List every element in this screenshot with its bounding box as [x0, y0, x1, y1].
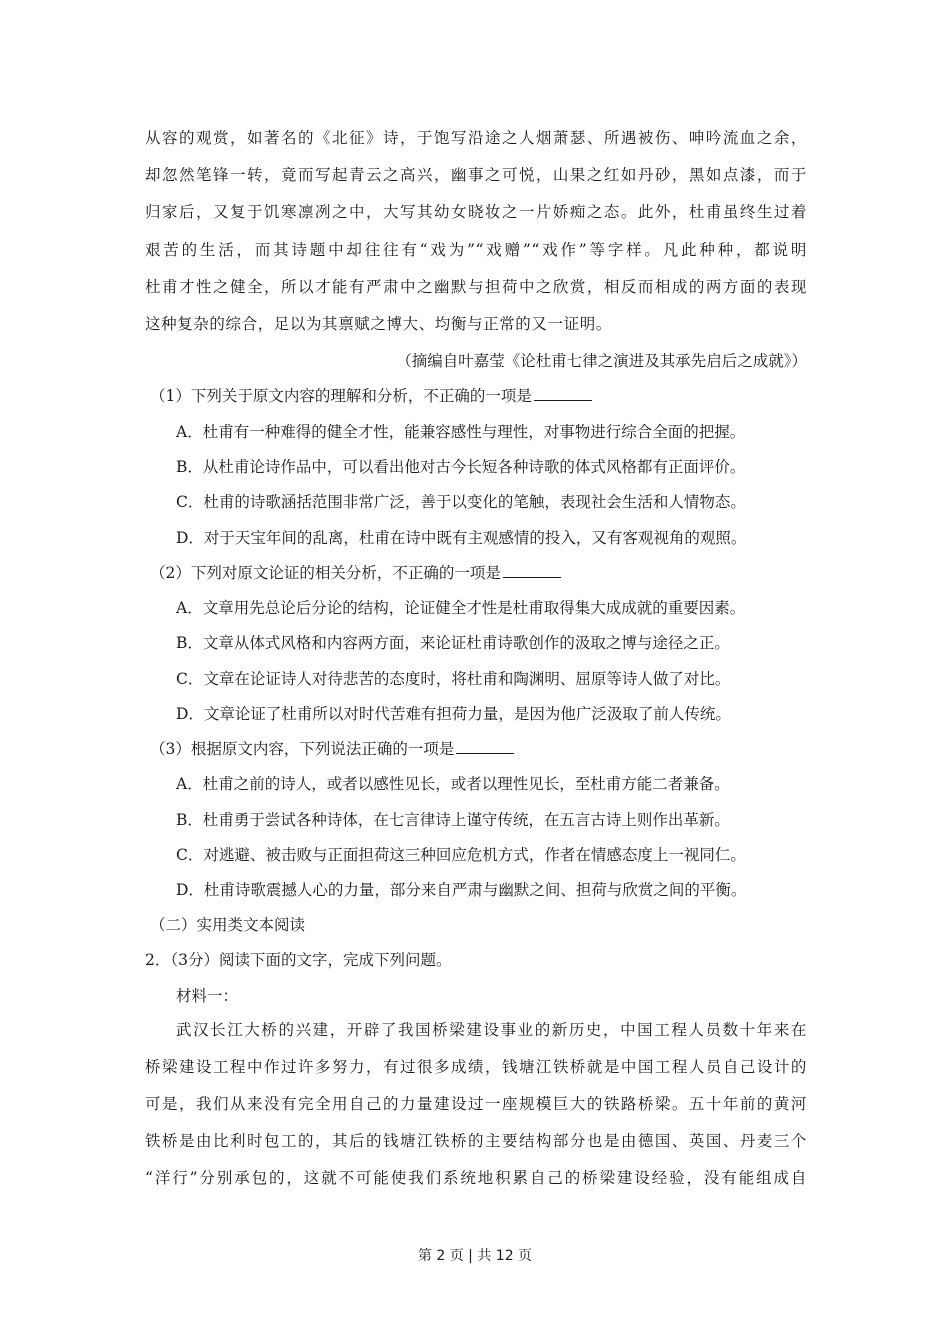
question-3-stem — [150, 737, 514, 759]
material-label: 材料一： — [176, 987, 239, 1005]
passage-line-3: 归家后，又复于饥寒凛冽之中，大写其幼女晓妆之一片娇痴之态。此外，杜甫虽终生过着 — [145, 203, 807, 221]
material-line-3: 可是，我们从来没有完全用自己的力量建设过一座规模巨大的铁路桥梁。五十年前的黄河 — [145, 1095, 807, 1113]
question-1-option-c: C．杜甫的诗歌涵括范围非常广泛，善于以变化的笔触，表现社会生活和人情物态。 — [176, 493, 746, 511]
question-1-option-d: D．对于天宝年间的乱离，杜甫在诗中既有主观感情的投入，又有客观视角的观照。 — [176, 529, 747, 547]
passage-line-2: 却忽然笔锋一转，竟而写起青云之高兴，幽事之可悦，山果之红如丹砂，黑如点漆，而于 — [145, 166, 807, 184]
passage-line-1: 从容的观赏，如著名的《北征》诗，于饱写沿途之人烟萧瑟、所遇被伤、呻吟流血之余， — [145, 129, 807, 147]
answer-blank — [503, 563, 561, 578]
question-3-option-a: A．杜甫之前的诗人，或者以感性见长，或者以理性见长，至杜甫方能二者兼备。 — [176, 775, 730, 793]
passage-line-4: 艰苦的生活，而其诗题中却往往有“戏为”“戏赠”“戏作”等字样。凡此种种，都说明 — [145, 241, 807, 259]
question-2-option-d: D．文章论证了杜甫所以对时代苦难有担荷力量，是因为他广泛汲取了前人传统。 — [176, 705, 731, 723]
section-heading: （二）实用类文本阅读 — [150, 916, 306, 934]
passage-line-5: 杜甫才性之健全，所以才能有严肃中之幽默与担荷中之欣赏，相反而相成的两方面的表现 — [145, 278, 807, 296]
material-line-4: 铁桥是由比利时包工的，其后的钱塘江铁桥的主要结构部分也是由德国、英国、丹麦三个 — [145, 1132, 807, 1150]
material-line-5: “洋行”分别承包的，这就不可能使我们系统地积累自己的桥梁建设经验，没有能组成自 — [145, 1169, 807, 1187]
question-2-text: （2）下列对原文论证的相关分析，不正确的一项是 — [150, 564, 501, 582]
question-3-option-b: B．杜甫勇于尝试各种诗体，在七言律诗上谨守传统，在五言古诗上则作出革新。 — [176, 811, 730, 829]
question-1-text: （1）下列关于原文内容的理解和分析，不正确的一项是 — [150, 387, 532, 405]
passage-source: （摘编自叶嘉莹《论杜甫七律之演进及其承先启后之成就》） — [396, 352, 807, 370]
question-1-stem — [150, 384, 592, 406]
page-footer: 第 2 页 | 共 12 页 — [417, 1248, 533, 1264]
answer-blank — [456, 739, 514, 754]
question-2-option-a: A．文章用先总论后分论的结构，论证健全才性是杜甫取得集大成成就的重要因素。 — [176, 599, 746, 617]
question-2-option-b: B．文章从体式风格和内容两方面，来论证杜甫诗歌创作的汲取之博与途径之正。 — [176, 634, 730, 652]
material-line-1: 武汉长江大桥的兴建，开辟了我国桥梁建设事业的新历史，中国工程人员数十年来在 — [176, 1021, 807, 1039]
passage-line-6: 这种复杂的综合，足以为其禀赋之博大、均衡与正常的又一证明。 — [145, 315, 612, 333]
question-3-option-d: D．杜甫诗歌震撼人心的力量，部分来自严肃与幽默之间、担荷与欣赏之间的平衡。 — [176, 881, 747, 899]
answer-blank — [534, 386, 592, 401]
question-3-text: （3）根据原文内容，下列说法正确的一项是 — [150, 740, 455, 758]
material-line-2: 桥梁建设工程中作过许多努力，有过很多成绩，钱塘江铁桥就是中国工程人员自己设计的 — [145, 1058, 807, 1076]
question-2-option-c: C．文章在论证诗人对待悲苦的态度时，将杜甫和陶渊明、屈原等诗人做了对比。 — [176, 670, 731, 688]
question-1-option-a: A．杜甫有一种难得的健全才性，能兼容感性与理性，对事物进行综合全面的把握。 — [176, 423, 746, 441]
question-1-option-b: B．从杜甫论诗作品中，可以看出他对古今长短各种诗歌的体式风格都有正面评价。 — [176, 458, 746, 476]
question-3-option-c: C．对逃避、被击败与正面担荷这三种回应危机方式，作者在情感态度上一视同仁。 — [176, 846, 746, 864]
question-2-heading: 2．（3分）阅读下面的文字，完成下列问题。 — [145, 951, 452, 969]
question-2-stem — [150, 561, 561, 583]
